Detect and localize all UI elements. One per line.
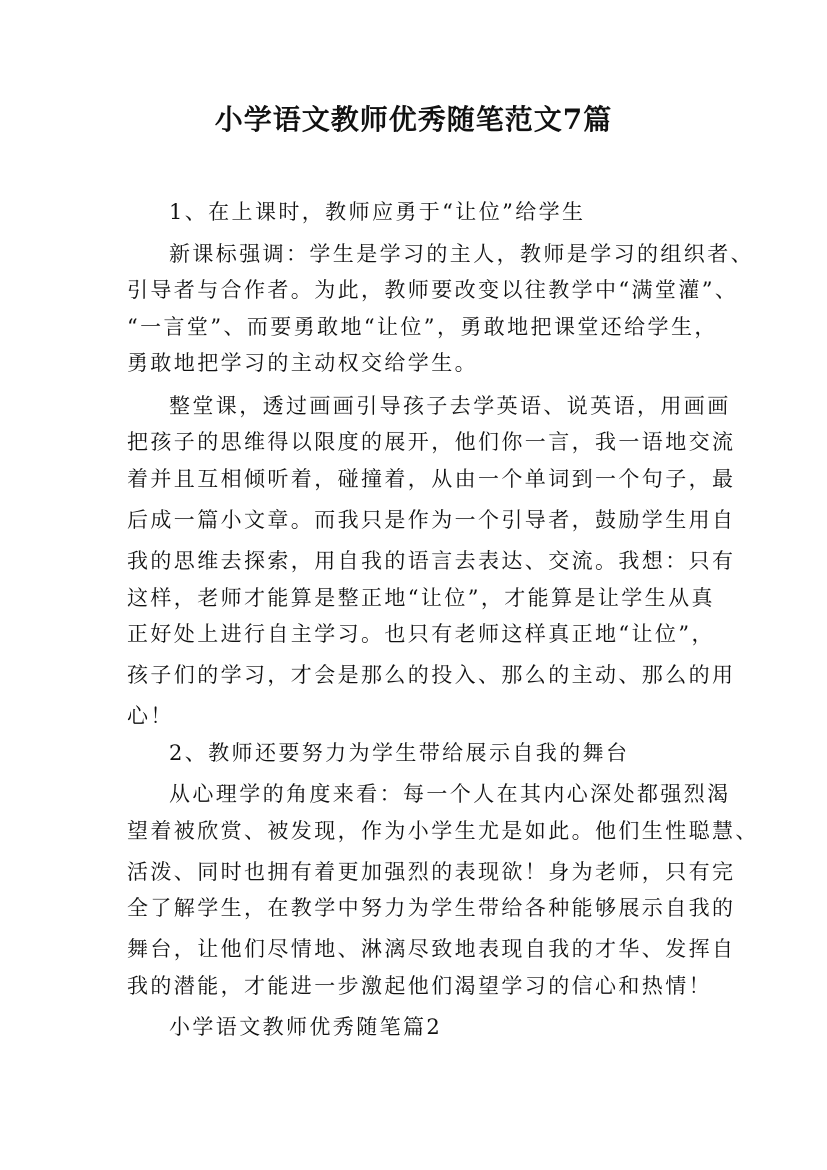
paragraph-line: 这样，老师才能算是整正地“让位”，才能算是让学生从真 [127, 586, 715, 610]
paragraph-line: 新课标强调：学生是学习的主人，教师是学习的组织者、 [169, 242, 754, 266]
document-title: 小学语文教师优秀随笔范文7篇 [214, 103, 613, 136]
paragraph-line: 勇敢地把学习的主动权交给学生。 [127, 351, 478, 375]
paragraph-line: 孩子们的学习，才会是那么的投入、那么的主动、那么的用 [127, 663, 736, 687]
paragraph-line: 从心理学的角度来看：每一个人在其内心深处都强烈渴 [169, 782, 731, 806]
paragraph-line: 把孩子的思维得以限度的展开，他们你一言，我一语地交流 [127, 430, 736, 454]
paragraph-line: 我的思维去探索，用自我的语言去表达、交流。我想：只有 [127, 549, 736, 573]
section-heading-1: 1、在上课时，教师应勇于“让位”给学生 [169, 200, 586, 224]
paragraph-line: 全了解学生，在教学中努力为学生带给各种能够展示自我的 [127, 896, 736, 920]
paragraph-line: 后成一篇小文章。而我只是作为一个引导者，鼓励学生用自 [127, 508, 736, 532]
paragraph-line: 舞台，让他们尽情地、淋漓尽致地表现自我的才华、发挥自 [127, 937, 736, 961]
paragraph-line: 引导者与合作者。为此，教师要改变以往教学中“满堂灌”、 [127, 278, 739, 302]
section-heading-2: 2、教师还要努力为学生带给展示自我的舞台 [169, 741, 630, 765]
paragraph-line: “一言堂”、而要勇敢地“让位”，勇敢地把课堂还给学生， [127, 315, 718, 339]
paragraph-line: 望着被欣赏、被发现，作为小学生尤是如此。他们生性聪慧、 [127, 819, 759, 843]
paragraph-line: 整堂课，透过画画引导孩子去学英语、说英语，用画画 [169, 394, 731, 418]
paragraph-line: 正好处上进行自主学习。也只有老师这样真正地“让位”， [127, 622, 715, 646]
section-heading-3: 小学语文教师优秀随笔篇2 [169, 1015, 443, 1039]
paragraph-line: 我的潜能，才能进一步激起他们渴望学习的信心和热情！ [127, 974, 712, 998]
paragraph-line: 心！ [127, 704, 174, 728]
paragraph-line: 活泼、同时也拥有着更加强烈的表现欲！身为老师，只有完 [127, 860, 736, 884]
paragraph-line: 着并且互相倾听着，碰撞着，从由一个单词到一个句子，最 [127, 467, 736, 491]
